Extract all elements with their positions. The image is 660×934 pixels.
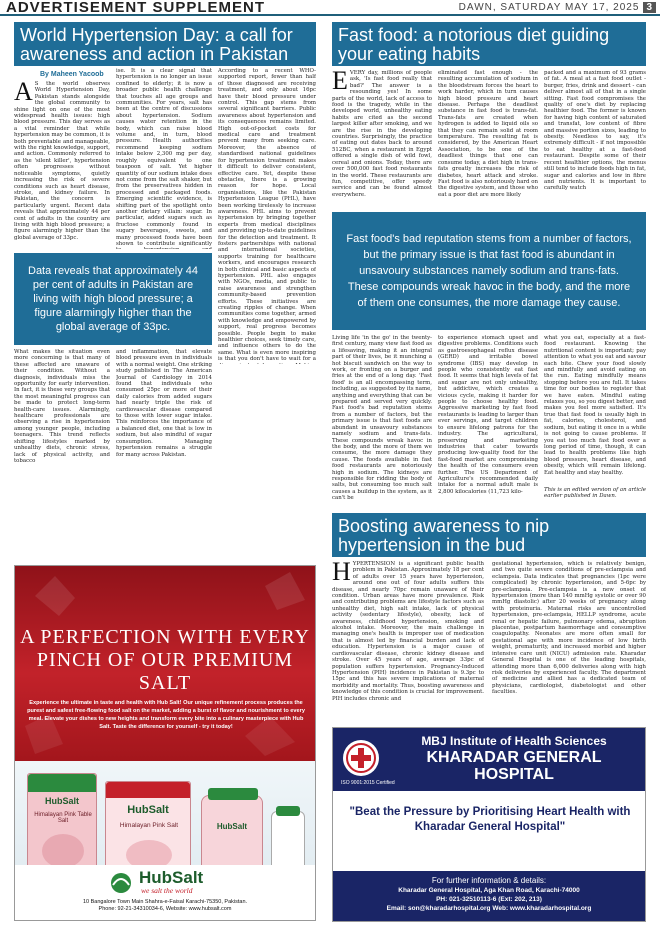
article3-title: Boosting awareness to nip hypertension in the bud <box>338 516 550 555</box>
article2-col3b-text: what you eat, especially at a fast-food restaurant. Knowing the nutritional content is important; pay attention to what you eat and savour each bite. Chew your food slowly and mindfully and avoid eating on the run. Eating mindfully means stopping before you are full. It takes time for our bodies to register that we have eaten. Mindful eating relaxes you, so you digest better, and makes you feel more satisfied. It's true that fast food is usually high in fat, calories, cholesterol, and sodium, but eating it once in a while is not going to cause problems. If you eat too much fast food over a long period of time, though, it can lead to health problems like high blood pressure, heart disease, and obesity, which will remain lifelong. Eat healthy and stay healthy. <box>544 335 646 476</box>
hospital-logo-icon <box>341 738 381 778</box>
article1-col1-text: S the world observes World Hypertension Day, Pakistan stands alongside the global community to shine light on one of the most widespread health issues: high blood pressure. This day serves as a vital reminder that while hypertension may be common, it is both preventable and manageable, with the right knowledge, support, and action. Commonly referred to as the 'silent killer', hypertension often progresses without noticeable symptoms, quietly increasing the risk of severe conditions such as heart disease, stroke, and kidney failure. In Pakistan, the concern is particularly urgent. Recent data reveals that approximately 44 per cent of adults in the country are living with high blood pressure; a figure alarmingly higher than the global average of 33pc. <box>14 81 110 241</box>
article1-byline: By Maheen Yacoob <box>40 71 104 78</box>
article1-col2b <box>116 349 212 556</box>
article1-col3 <box>218 68 316 364</box>
article2-col2b-text: to experience stomach upset and digestive problems. Conditions such as gastroesophageal reflux disease (GERD) and irritable bowel syndrome (IBS) may develop in people who consistently eat fast food. It seems that high levels of fat and sugar are not only unhealthy, but addictive, which creates a vicious cycle, making it harder for people to choose healthy food. Aggressive marketing by fast food restaurants is leading to larger than ever servings, and target children to ensure lifelong patrons for the industry. The agricultural, preserving and marketing industries that cater towards producing low-quality food for the fast-food market are compromising the health of the consumers even further. The US Department of Agriculture's recommended daily intake for a normal adult male is 2,800 kilocalories (11,723 kilo- <box>438 335 538 495</box>
article2-col3b <box>544 335 646 485</box>
article1-dropcap: A <box>14 81 33 106</box>
hospital-info-title: For further information & details: <box>431 876 547 885</box>
hubsalt-banner <box>15 566 315 761</box>
article1-col1b <box>14 349 110 556</box>
hospital-institute: MBJ Institute of Health Sciences <box>421 734 607 748</box>
section-label: ADVERTISEMENT SUPPLEMENT <box>6 0 266 16</box>
article2-col1b <box>332 335 432 503</box>
pack-1-brand: HubSalt <box>44 796 79 806</box>
hubsalt-logo-icon <box>107 871 135 895</box>
hospital-name: KHARADAR GENERAL HOSPITAL <box>426 749 602 783</box>
hospital-info-phone: PH: 021-32510113-6 (Ext: 202, 213) <box>436 896 542 903</box>
article1-col2-text: ise. It is a clear signal that hypertension is no longer an issue confined to elderly; it is now a broader public health challenge that touches all age groups and communities. For years, salt has been at the centre of discussions about hypertension. Sodium causes water retention in the body, which can raise blood volume and, in turn, blood pressure. Health authorities recommend keeping sodium intake below 2,300 mg per day, roughly equivalent to one teaspoon of salt. Yet higher quantity of our sodium intake does not come from the salt shaker, but from the preservatives hidden in processed and packaged foods. Emerging scientific evidence, is shifting part of the spotlight onto another dietary villain: sugar. In particular, added sugars such as fructose commonly found in sugary beverages, sweets, and many processed foods have been shown to contribute significantly <box>116 68 212 247</box>
article3-title-bar <box>332 513 646 557</box>
jar-3-brand: HubSalt <box>216 822 248 831</box>
hubsalt-tagline: we salt the world <box>141 886 193 895</box>
article1-col3-text: According to a recent WHO-supported report, fewer than half of those diagnosed are receiving treatment, and only about 16pc have their blood pressure under control. This gap stems from several significant barriers. Public awareness about hypertension and its consequences remains limited. High out-of-pocket costs for medical care and treatment prevent many from seeking care. Moreover, the absence of standardised national guidelines for hypertension treatment makes it difficult to deliver consistent, effective care. Yet, despite these obstacles, there is a growing reason for hope. Local organisations, like the Pakistan Hypertension League (PHL), have been working tirelessly to increase awareness. PHL aims to prevent hypertension by bringing together experts from medical disciplines and providing up-to-date guidelines for the detection and treatment. It fosters partnerships with national and international societies, supports training for healthcare workers, and encourages research in both clinical and basic aspects of hypertension. PHL also engages with NGOs, media, and public to raise awareness and strengthen community-based prevention efforts. These initiatives are creating ripples of change. When communities come together, armed with knowledge and empowered by support, real progress becomes possible. People begin to make healthier choices, seek timely care, and influence others to do the same. What is even more inspiring is that you don't have to wait for a <box>218 68 316 363</box>
hospital-info-address: Kharadar General Hospital, Aga Khan Road, Karachi-74000 <box>398 887 580 894</box>
article2-col2-text: eliminated fast enough - the resulting accumulation of sodium in the bloodstream forces the heart to work harder, which in turn causes high blood pressure and heart disease. Perhaps the deadliest substance in fast food is trans-fat. Trans-fats are created when hydrogen is added to liquid oils so that they can remain solid at room temperature. The resulting fat is considered, by the American Heart Association, to be one of the deadliest things that one can consume today, a diet high in trans-fats greatly increases the risk of diabetes, heart attack and stroke. Fast food is also notoriously hard on the digestive system, and those who eat a poor diet are more likely <box>438 70 538 198</box>
jar-lid <box>208 788 258 800</box>
hubsalt-contact: Phone: 92-21-34310034-6, Website: www.hubsalt.com <box>98 906 232 912</box>
article3-col2-text: gestational hypertension, which is relatively benign, and two quite severe conditions of pre-eclampsia and eclampsia. Data indicates that pregnancies (1pc were complicated) by chronic hypertension, and 5-6pc by pre-eclampsia. Pre-eclampsia is a new onset of hypertension (more than 140 mmHg systolic or over 90 mmHg diastolic) after 20 weeks of pregnancy along with proteinuria. Maternal risks are uncontrolled hypertension, pre-eclampsia, HELLP syndrome, acute renal or hepatic failure, pulmonary edema, abruption placentae, postpartum haemorrhage and consumptive coagulopathy. Neonates are more often small for gestational age with more incidence of low birth weight, prematurity, and increased morbid and higher intensive care unit (NICU) admission rate. Kharadar General Hospital is one of the leading hospitals, attending more than 6,000 deliveries along with high risk deliveries by experienced faculty. The department of medicine and allied has a dedicated team of physicians, cardiologist, diabetologist and other faculties. <box>492 561 646 696</box>
hospital-info-web: Email: son@kharadarhospital.org Web: www.kharadarhospital.org <box>386 905 592 912</box>
pack-1-band <box>28 774 96 792</box>
pack-1-name: Himalayan Pink Table Salt <box>34 812 92 824</box>
article2-col2 <box>438 70 538 206</box>
product-pack-2 <box>105 781 191 877</box>
hubsalt-logo-row <box>15 865 315 899</box>
article3-col2 <box>492 561 646 723</box>
article1-pullquote-text: Data reveals that approximately 44 per cent of adults in Pakistan are living with high blood pressure; a figure alarmingly higher than the global average of 33pc. <box>28 265 198 333</box>
page-number: 3 <box>643 2 656 13</box>
hubsalt-footer <box>15 899 315 913</box>
pack-2-band <box>106 782 190 798</box>
hospital-ad-header <box>333 728 645 791</box>
article1-pullquote <box>14 253 212 345</box>
hospital-iso: ISO 9001:2015 Certified <box>341 780 395 786</box>
edition-label <box>459 2 656 13</box>
hospital-info <box>333 871 645 922</box>
article1-col1 <box>14 81 110 249</box>
article2-col2b <box>438 335 538 503</box>
article2-note <box>544 487 646 503</box>
hubsalt-address: 10 Bangalore Town Main Shahra-e-Faisal Karachi-75350, Pakistan. <box>82 899 248 905</box>
pack-2-brand: HubSalt <box>127 804 169 816</box>
salt-pile-icon <box>42 834 84 868</box>
pack-2-name: Himalayan Pink Salt <box>119 822 179 829</box>
article1-col1b-text: What makes the situation even more concerning is that many of these affected are unaware of their condition. Without a diagnosis, individuals miss the opportunity for early intervention. In fact, it is these very groups that the most meaningful progress can be made to protect long-term health-care issues. Alarmingly, healthcare professionals are observing a rise in hypertension among younger people, including teenagers. This trend reflects shifting lifestyles marked by unhealthy diets, chronic stress, lack of physical activity, and tobacco <box>14 349 110 464</box>
hubsalt-headline: A PERFECTION WITH EVERY PINCH OF OUR PREMIUM SALT <box>20 626 310 694</box>
shaker-cap <box>276 806 300 816</box>
article2-pullquote <box>332 212 646 330</box>
article3-col1-text: YPERTENSION is a significant public health problem in Pakistan. Approximately 18 per cent of adults over 15 years have hypertension, around one out of four adults suffers this disease, and nearly 70pc remain unaware of their condition. Urban areas have more prevalence. Risk and contributing problems are lifestyle factors such as unhealthy diet, high salt intake, lack of physical activity (sedentary lifestyle), obesity, lack of awareness, childhood hypertension, smoking and alcohol intake. Moreover, the main challenge in managing one's health is improper use of medication that is almost led by financial burden and lack of education. Hypertension is a major cause of cardiovascular disease, chronic kidney disease and stroke. Over 45 years of age, average 33pc of population suffers hypertension. Pregnancy-Induced Hypertension (PIH) incidence in Pakistan is 9.3pc to 15pc and this has severe implications of maternal morbidity and mortality. Thus, boosting awareness and knowledge of this condition is crucial for improvement. PIH includes chronic and <box>332 561 484 702</box>
article2-col3-text: packed and a maximum of 93 grams of fat. A meal at a fast food outlet - burger, fries, drink and dessert - can deliver almost all of that in a single sitting. Fast food compromises the quality of one's diet by replacing healthier food. The former is known for having high content of saturated and transfat, low content of fibre and massive portion sizes, leading to obesity. Needless to say, it's extremely difficult - if not impossible to eat healthy at a fast-food restaurant. Despite some of their recent healthier options, the menus still tend to include foods high in fat, sugar and calories and low in fibre and nutrients. It is important to carefully watch <box>544 70 646 192</box>
hubsalt-body: Experience the ultimate in taste and health with Hub Salt! Our unique refinement process produces the purest and safest free-flowing food salt on the market, adding a burst of flavor and nourishment to every meal. Elevate your dishes to new heights and transform every bite into a culinary masterpiece with Hub Salt. Taste the difference for yourself - try it today! <box>27 700 305 730</box>
article2-col1b-text: Living life 'in the go' in the twenty-first century, many view fast food as a lifesaving, making it an integral part of their lives, be it munching a hot biscuit sandwich on the way to work, or fronting on a burger and fries at the end of a long day. 'Fast food' is an all encompassing term, including, as suggested by its name, anything and everything that can be prepared and served very quickly. Fast food's bad reputation stems from a number of factors, but the primary issue is that fast foods are abundant in unsavoury substances namely sodium and trans-fats. These compounds wreak havoc in the body, and the more of them we consume, the more damage they cause. The foods available in fast food restaurants are notoriously high in sodium. The kidneys are responsible for ridding the body of salts, but consuming too much salt causes a buildup in the system, as it can't be <box>332 335 432 502</box>
hubsalt-logo-text: HubSalt <box>139 868 204 887</box>
article2-title: Fast food: a notorious diet guiding your eating habits <box>338 25 610 64</box>
article1-col2b-text: and inflammation, that elevate blood pressure even in individuals with a normal weight. One striking study published in The American Journal of Cardiology in 2014 found that individuals who consumed 25pc or more of their daily calories from added sugars had nearly triple the risk of cardiovascular disease compared to those with lower sugar intake. This reinforces the importance of a balanced diet, one that is low in sodium, but also mindful of sugar consumption. Managing hypertension remains a struggle for many across Pakistan. <box>116 349 212 458</box>
page-header <box>0 0 660 16</box>
edition-date: DAWN, SATURDAY MAY 17, 2025 <box>458 2 640 13</box>
article3-dropcap: H <box>332 561 351 586</box>
article1-title: World Hypertension Day: a call for awareness and action in Pakistan <box>20 25 293 64</box>
hubsalt-ad <box>14 565 316 921</box>
product-pack-1 <box>27 773 97 875</box>
article2-pullquote-text: Fast food's bad reputation stems from a number of factors, but the primary issue is that fast food is abundant in unsavoury substances namely sodium and trans-fats. These compounds wreak havoc in the body, and the more of them one consumes, the more damage they cause. <box>346 233 632 309</box>
article1-col2 <box>116 68 212 249</box>
article2-note-text: This is an edited version of an article earlier published in Dawn. <box>544 487 646 500</box>
article3-col1 <box>332 561 484 723</box>
article2-title-bar <box>332 22 646 66</box>
article2-col3 <box>544 70 646 206</box>
article2-col1-text: VERY day, millions of people ask, 'Is fast food really that bad?' The answer is a resounding yes! In some parts of the world, lack of access to food is the tragedy, while in the developed world, unhealthy eating habits are cited as the second largest killer after smoking, and we are the rise in the developing countries. Surprisingly, the practice of eating out dates back to around 512BC, when a restaurant in Egypt offered a single dish of wild fowl, cereal and onions. Today, there are over 500,000 fast food restaurants in the world. These restaurants are fun, competitive, offer speedy service and can be found almost everywhere. <box>332 70 432 198</box>
article2-dropcap: E <box>332 70 348 95</box>
article2-col1 <box>332 70 432 206</box>
hospital-slogan-area <box>333 791 645 871</box>
hospital-ad <box>332 727 646 922</box>
article1-title-bar <box>14 22 316 66</box>
hospital-slogan: "Beat the Pressure by Prioritising Heart Health with Kharadar General Hospital" <box>349 806 631 833</box>
